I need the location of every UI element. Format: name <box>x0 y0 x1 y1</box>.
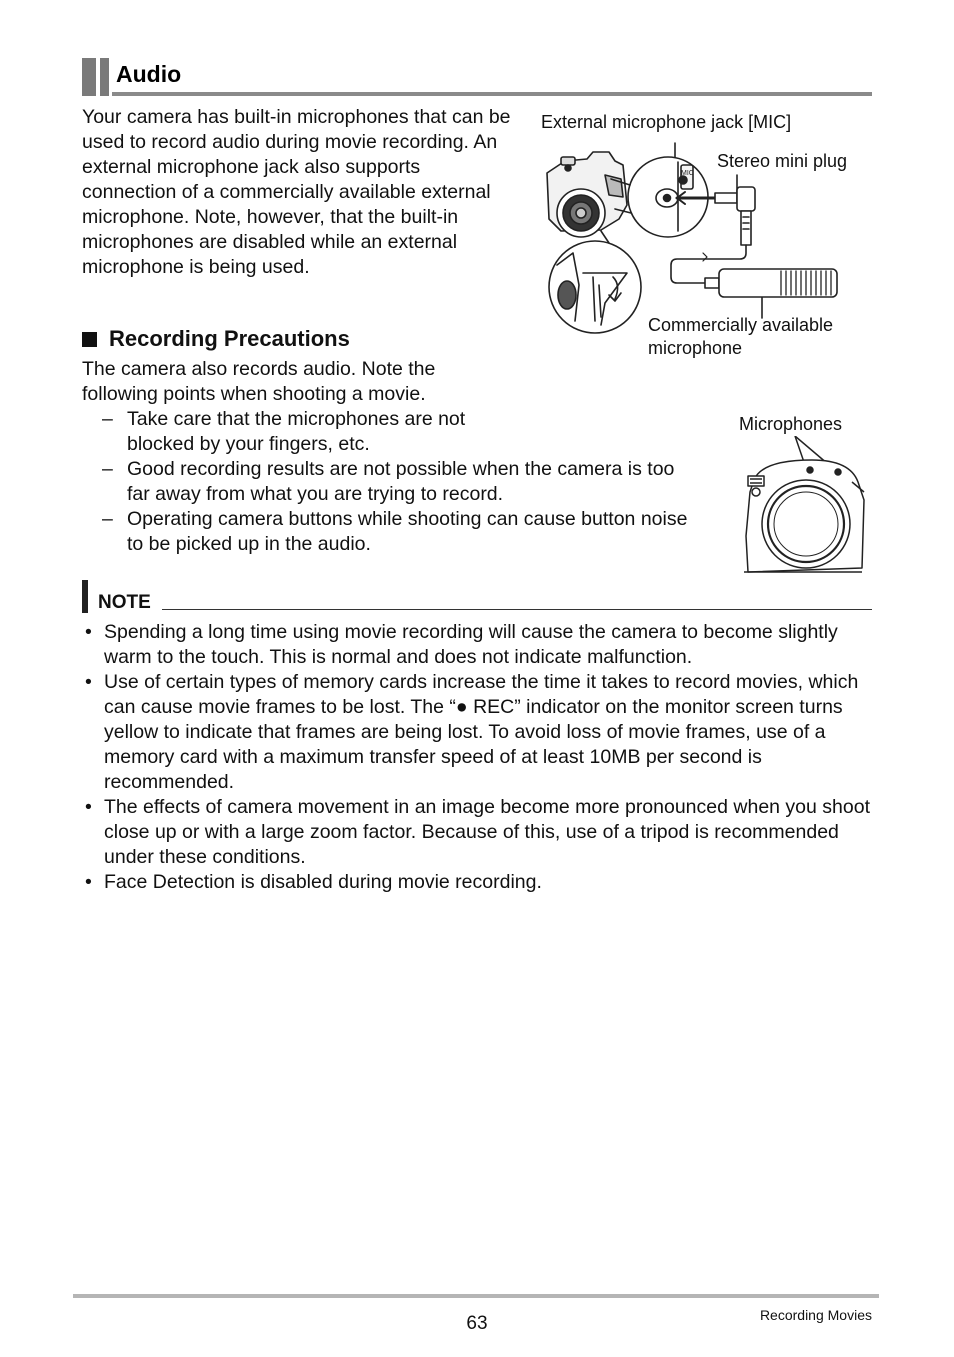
list-item: – Good recording results are not possible when the camera is too far away from what you are trying to record. <box>100 457 697 507</box>
note-list <box>82 620 872 895</box>
header-rule <box>112 92 872 96</box>
label-commercial-microphone-line2: microphone <box>648 338 743 358</box>
footer-chapter-title: Recording Movies <box>759 1307 872 1323</box>
built-in-microphones-illustration <box>740 436 870 576</box>
camera-body-icon <box>547 152 627 237</box>
intro-paragraph: Your camera has built-in microphones that can be used to record audio during movie recording. An external microphone jack also supports connection of a commercially available external microphone. Note, however, that the built-in microphones are disabled while an external microphone is being used. <box>82 106 511 278</box>
recording-precautions-heading <box>82 326 350 352</box>
square-bullet-icon <box>82 332 97 347</box>
note-header <box>82 580 872 614</box>
label-microphones: Microphones <box>739 414 843 434</box>
recording-precautions-title: Recording Precautions <box>109 326 350 351</box>
note-bar-decoration <box>82 580 88 613</box>
jack-label-mic: MIC <box>681 170 694 177</box>
note-rule <box>162 609 872 610</box>
external-microphone-illustration <box>535 135 855 335</box>
footer-rule <box>73 1294 879 1298</box>
list-item: – Take care that the microphones are not blocked by your fingers, etc. <box>100 407 527 457</box>
label-external-mic-jack: External microphone jack [MIC] <box>541 112 792 132</box>
precautions-list <box>100 407 697 557</box>
header-bar-decoration <box>82 58 96 96</box>
list-item: • Spending a long time using movie recording will cause the camera to become slightly warm to the touch. This is normal and does not indicate malfunction. <box>82 620 872 670</box>
stereo-mini-plug-icon <box>715 187 755 245</box>
header-bar-decoration <box>100 58 109 96</box>
page-number: 63 <box>466 1313 488 1334</box>
label-commercial-microphone-line1: Commercially available <box>648 315 834 335</box>
section-header <box>82 58 872 98</box>
list-item: – Operating camera buttons while shooting can cause button noise to be picked up in the audio. <box>100 507 697 557</box>
external-microphone-icon <box>705 269 837 297</box>
list-item: • Face Detection is disabled during movie recording. <box>82 870 872 895</box>
section-title: Audio <box>116 61 182 87</box>
note-title: NOTE <box>98 592 151 613</box>
label-stereo-mini-plug: Stereo mini plug <box>717 151 848 171</box>
list-item: • Use of certain types of memory cards increase the time it takes to record movies, which can cause movie frames to be lost. The “● REC” indicator on the monitor screen turns yellow to indicate that frames are being lost. To avoid loss of movie frames, use of a memory card with a maximum transfer speed of at least 10MB per second is recommended. <box>82 670 872 795</box>
precautions-intro: The camera also records audio. Note the following points when shooting a movie. <box>82 358 436 405</box>
list-item: • The effects of camera movement in an image become more pronounced when you shoot close up or with a large zoom factor. Because of this, use of a tripod is recommended under these conditions. <box>82 795 872 870</box>
